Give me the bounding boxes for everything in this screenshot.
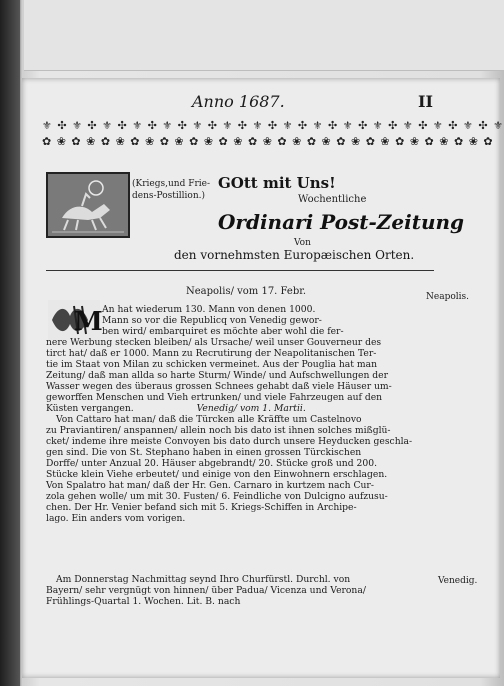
- text-line-13: cket/ indeme ihre meiste Convoyen bis dato durch unsere Heyducken geschla-: [46, 436, 413, 447]
- text-line-6: tie im Staat von Milan zu schicken vermeinet. Aus der Pouglia hat man: [46, 359, 377, 370]
- text-line-11: Von Cattaro hat man/ daß die Türcken alle Kräffte um Castelnovo: [56, 414, 362, 425]
- masthead-subtitle: den vornehmsten Europæischen Orten.: [174, 248, 415, 262]
- ornamental-initial-m-icon: [48, 300, 103, 340]
- page-year: Anno 1687.: [192, 92, 285, 111]
- masthead-von: Von: [294, 238, 311, 248]
- masthead-rule: [46, 270, 434, 271]
- binding-fold: [0, 0, 20, 686]
- text-line-3: ben wird/ embarquiret es möchte aber wohl die fer-: [102, 326, 344, 337]
- text-line-17: Von Spalatro hat man/ daß der Hr. Gen. Carnaro in kurtzem nach Cur-: [46, 480, 374, 491]
- dateline-venedig: Venedig/ vom 1. Martii.: [196, 403, 306, 414]
- text-line-7: Zeitung/ daß man allda so harte Sturm/ Winde/ und Aufschwellungen der: [46, 370, 389, 381]
- woodcut-vignette: [46, 172, 130, 238]
- text-line-15: Dorffe/ unter Anzual 20. Häuser abgebrandt/ 20. Stücke groß und 200.: [46, 458, 377, 469]
- masthead-motto: GOtt mit Uns!: [218, 174, 336, 192]
- text-line-21: Am Donnerstag Nachmittag seynd Ihro Churfürstl. Durchl. von: [56, 574, 351, 585]
- decorated-initial: [48, 300, 103, 340]
- text-line-16: Stücke klein Viehe erbeutet/ und einige von den Einwohnern erschlagen.: [46, 469, 388, 480]
- text-line-10: [46, 403, 306, 414]
- text-line-10-text: Küsten vergangen.: [46, 403, 134, 414]
- text-line-12: zu Praviantiren/ anspannen/ allein noch bis dato ist ihnen solches mißglü-: [46, 425, 391, 436]
- page-number: II: [418, 92, 433, 111]
- text-line-19: chen. Der Hr. Venier befand sich mit 5. Kriegs-Schiffen in Archipe-: [46, 502, 357, 513]
- text-line-14: gen sind. Die von St. Stephano haben in einen grossen Türckischen: [46, 447, 362, 458]
- text-line-4: nere Werbung stecken bleiben/ als Ursache/ weil unser Gouverneur des: [46, 337, 382, 348]
- text-line-20: lago. Ein anders vom vorigen.: [46, 513, 186, 524]
- newspaper-page: [22, 78, 504, 678]
- text-line-22: Bayern/ sehr vergnügt von hinnen/ über Padua/ Vicenza und Verona/: [46, 585, 366, 596]
- dateline-neapolis: Neapolis/ vom 17. Febr.: [186, 286, 307, 297]
- text-line-18: zola gehen wolle/ um mit 30. Fusten/ 6. Feindliche von Dulcigno aufzusu-: [46, 491, 388, 502]
- text-line-9: geworffen Menschen und Vieh ertrunken/ und viele Fahrzeugen auf den: [46, 392, 383, 403]
- masthead-title: Ordinari Post-Zeitung: [218, 210, 465, 234]
- postrider-woodcut-icon: [48, 174, 128, 236]
- masthead-weekly: Wochentliche: [298, 194, 367, 205]
- ornament-row: ⚜ ✣ ⚜ ✣ ⚜ ✣ ⚜ ✣ ⚜ ✣ ⚜ ✣ ⚜ ✣ ⚜ ✣ ⚜ ✣ ⚜ ✣ ⚜ ✣ ⚜ ✣ ⚜ ✣ ⚜ ✣ ⚜ ✣ ⚜: [42, 119, 504, 132]
- upper-page-edge: [24, 0, 504, 71]
- text-line-2: Mann so vor die Republicq von Venedig gewor-: [102, 315, 322, 326]
- text-line-23: Frühlings-Quartal 1. Wochen. Lit. B. nach: [46, 596, 241, 607]
- svg-text:M: M: [74, 307, 103, 337]
- ornament-row-lower: ✿ ❀ ✿ ❀ ✿ ❀ ✿ ❀ ✿ ❀ ✿ ❀ ✿ ❀ ✿ ❀ ✿ ❀ ✿ ❀ ✿ ❀ ✿ ❀ ✿ ❀ ✿ ❀ ✿ ❀ ✿: [42, 135, 494, 148]
- text-line-5: tirct hat/ daß er 1000. Mann zu Recrutirung der Neapolitanischen Ter-: [46, 348, 377, 359]
- margin-note-venedig: Venedig.: [438, 576, 478, 586]
- text-line-1: An hat wiederum 130. Mann von denen 1000.: [102, 304, 316, 315]
- masthead-subtitle-left: (Kriegs,und Frie-dens-Postillion.): [132, 179, 210, 201]
- margin-note-neapolis: Neapolis.: [426, 292, 469, 302]
- text-line-8: Wasser wegen des überaus grossen Schnees gehabt daß viele Häuser um-: [46, 381, 392, 392]
